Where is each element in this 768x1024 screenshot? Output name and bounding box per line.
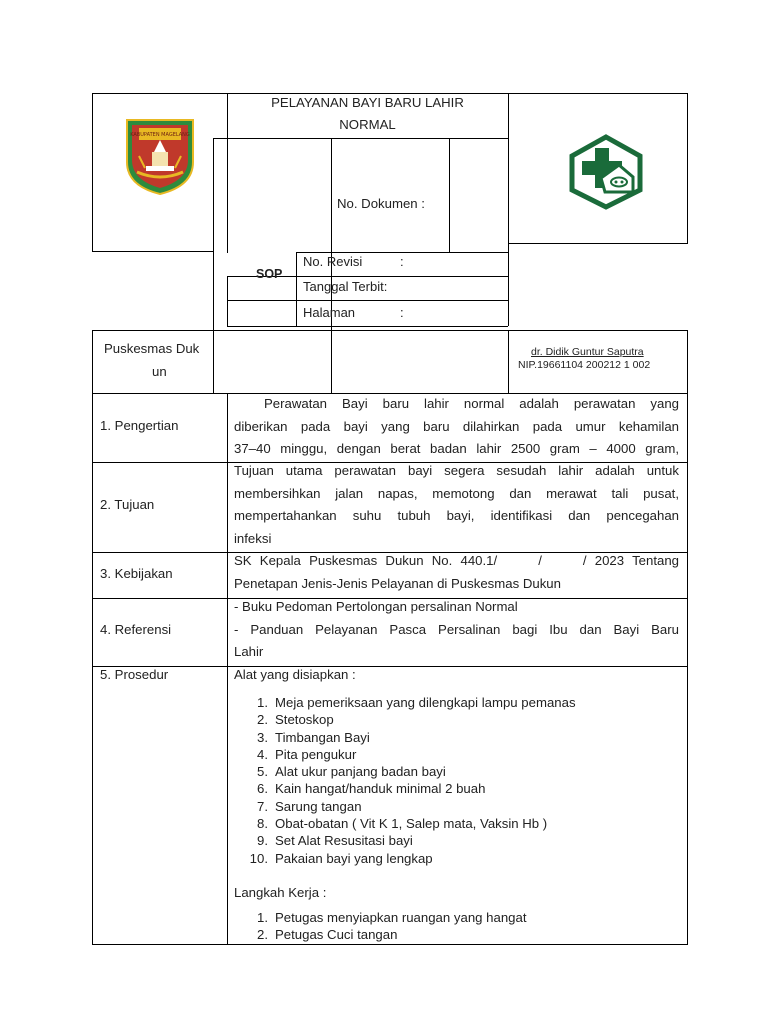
- list-item-number: 4.: [257, 746, 268, 762]
- alat-list: [230, 694, 576, 867]
- kebijakan-line: SK Kepala Puskesmas Dukun No. 440.1/ / / 2023 Tentang: [234, 553, 679, 568]
- list-item: [230, 763, 576, 780]
- org-name-line2: un: [152, 364, 167, 379]
- list-item-number: 3.: [257, 729, 268, 745]
- list-item: [230, 711, 576, 728]
- list-item-number: 2.: [257, 712, 268, 728]
- list-item-text: Petugas menyiapkan ruangan yang hangat: [275, 910, 527, 925]
- puskesmas-logo: [567, 134, 645, 210]
- prosedur-label: 5. Prosedur: [100, 667, 169, 682]
- list-item: [230, 850, 576, 867]
- list-item-number: 6.: [257, 781, 268, 797]
- regency-emblem-logo: [121, 116, 199, 196]
- list-item: [230, 926, 526, 943]
- no-dokumen-label: No. Dokumen :: [337, 196, 425, 211]
- list-item-number: 1.: [257, 695, 268, 710]
- list-item: [230, 694, 576, 711]
- list-item: [230, 909, 526, 926]
- document-title-line1: PELAYANAN BAYI BARU LAHIR: [271, 95, 464, 110]
- kebijakan-line: Penetapan Jenis-Jenis Pelayanan di Puskesmas Dukun: [234, 575, 561, 591]
- list-item: [230, 832, 576, 849]
- list-item-text: Sarung tangan: [275, 798, 362, 814]
- tujuan-text: [234, 460, 679, 550]
- pengertian-text: [234, 393, 679, 461]
- document-title-line2: NORMAL: [339, 117, 396, 132]
- pengertian-line: diberikan pada bayi yang baru dilahirkan pada umur kehamilan: [234, 418, 679, 434]
- list-item-text: Pita pengukur: [275, 746, 357, 762]
- regency-logo-text: KABUPATEN MAGELANG: [130, 132, 190, 138]
- no-revisi-colon: :: [400, 254, 404, 269]
- referensi-text: [234, 596, 679, 664]
- list-item-number: 2.: [257, 927, 268, 943]
- kebijakan-text: [234, 550, 679, 595]
- langkah-heading: Langkah Kerja :: [234, 885, 327, 900]
- referensi-line: - Panduan Pelayanan Pasca Persalinan bagi Ibu dan Bayi Baru: [234, 621, 679, 637]
- list-item-number: 9.: [257, 833, 268, 849]
- halaman-colon: :: [400, 305, 404, 320]
- org-name-line1: Puskesmas Duk: [104, 341, 200, 356]
- referensi-label: 4. Referensi: [100, 622, 172, 637]
- list-item-number: 8.: [257, 816, 268, 832]
- list-item-text: Meja pemeriksaan yang dilengkapi lampu pemanas: [275, 695, 576, 710]
- tanggal-terbit-label: Tanggal Terbit:: [303, 279, 388, 294]
- referensi-line: Lahir: [234, 644, 264, 659]
- tujuan-line: Tujuan utama perawatan bayi segera sesudah lahir adalah untuk: [234, 463, 679, 478]
- pengertian-line: 37–40 minggu, dengan berat badan lahir 2500 gram – 4000 gram,: [234, 441, 679, 456]
- tujuan-label: 2. Tujuan: [100, 497, 155, 512]
- list-item-text: Timbangan Bayi: [275, 729, 370, 745]
- signatory-name: dr. Didik Guntur Saputra: [531, 346, 644, 358]
- list-item-number: 10.: [249, 850, 268, 866]
- list-item-text: Obat-obatan ( Vit K 1, Salep mata, Vaksin Hb ): [275, 816, 548, 832]
- tujuan-line: infeksi: [234, 530, 272, 546]
- list-item-text: Alat ukur panjang badan bayi: [275, 764, 446, 780]
- pengertian-line: Perawatan Bayi baru lahir normal adalah perawatan yang: [234, 396, 679, 411]
- list-item: [230, 729, 576, 746]
- list-item-text: Set Alat Resusitasi bayi: [275, 833, 413, 849]
- signatory-nip: NIP.19661104 200212 1 002: [518, 359, 651, 371]
- list-item: [230, 815, 576, 832]
- no-revisi-label: No. Revisi: [303, 254, 363, 269]
- pengertian-label: 1. Pengertian: [100, 418, 179, 433]
- tujuan-line: mempertahankan suhu tubuh bayi, identifikasi dan pencegahan: [234, 508, 679, 523]
- alat-heading: Alat yang disiapkan :: [234, 667, 356, 682]
- list-item-text: Kain hangat/handuk minimal 2 buah: [275, 781, 486, 797]
- kebijakan-label: 3. Kebijakan: [100, 566, 173, 581]
- list-item-text: Pakaian bayi yang lengkap: [275, 850, 433, 866]
- halaman-label: Halaman: [303, 305, 356, 320]
- list-item-text: Stetoskop: [275, 712, 334, 728]
- list-item-number: 7.: [257, 798, 268, 814]
- referensi-line: - Buku Pedoman Pertolongan persalinan Normal: [234, 599, 518, 614]
- list-item: [230, 746, 576, 763]
- list-item: [230, 780, 576, 797]
- langkah-list: [230, 909, 526, 944]
- list-item-number: 5.: [257, 764, 268, 780]
- tujuan-line: membersihkan jalan napas, memotong dan merawat tali pusat,: [234, 485, 679, 501]
- list-item-text: Petugas Cuci tangan: [275, 927, 398, 943]
- sop-label: SOP: [256, 267, 283, 281]
- list-item: [230, 798, 576, 815]
- list-item-number: 1.: [257, 910, 268, 925]
